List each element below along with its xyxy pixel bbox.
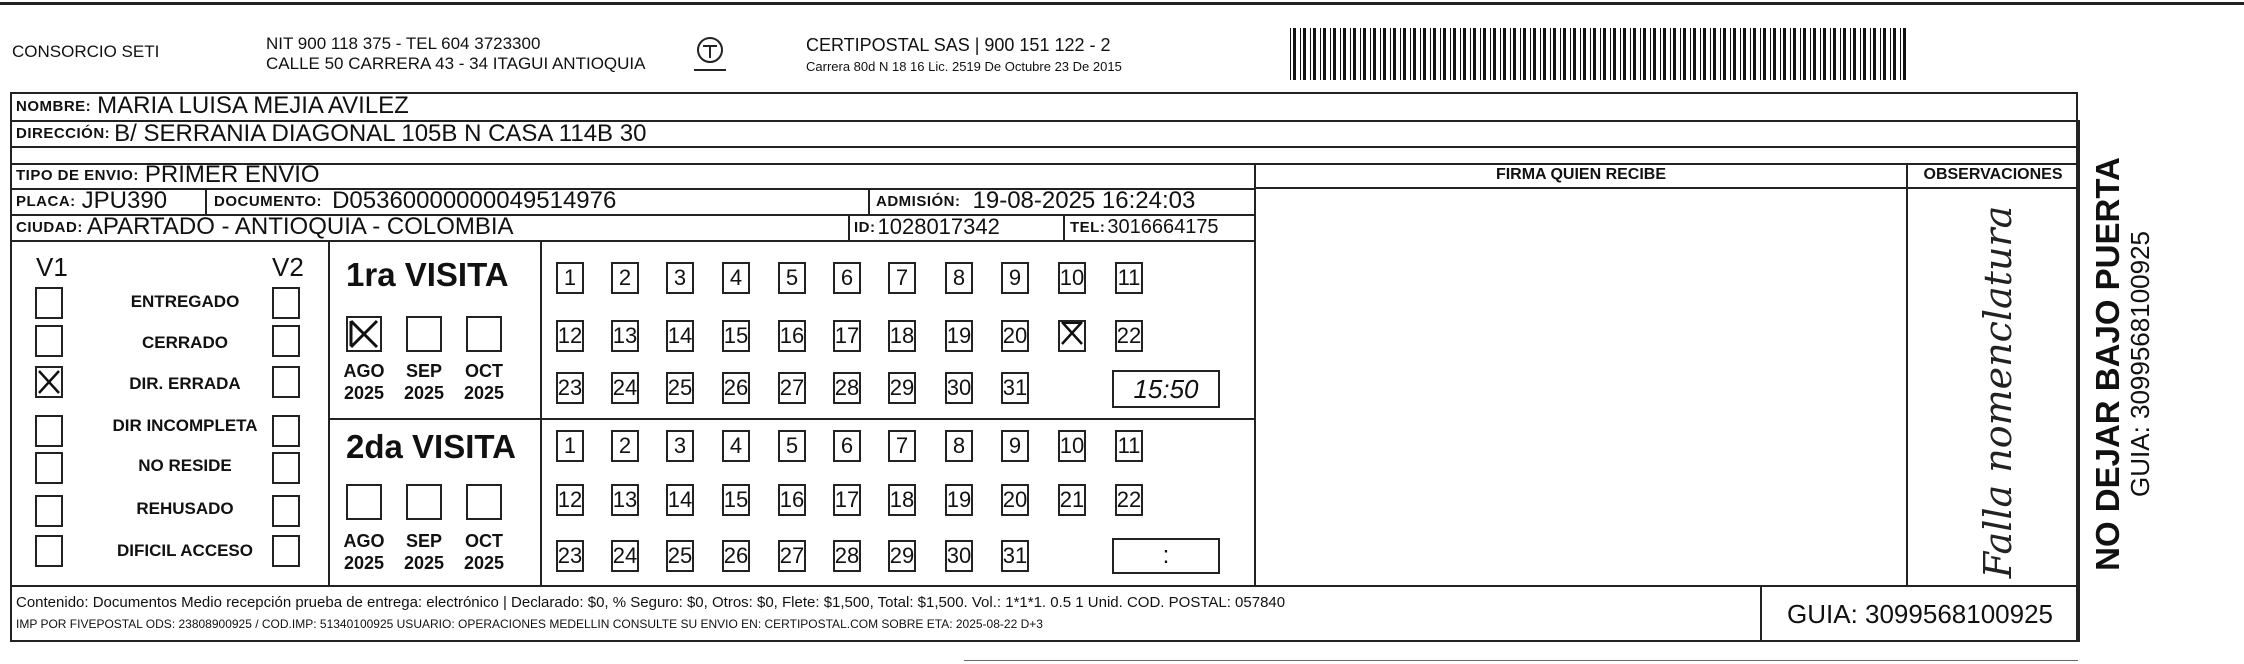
- v2-checkbox-dir-incompleta[interactable]: [272, 415, 300, 447]
- ciudad-value: APARTADO - ANTIOQUIA - COLOMBIA: [86, 213, 514, 240]
- day-cell-15[interactable]: 15: [722, 484, 750, 516]
- day-cell-4[interactable]: 4: [722, 262, 750, 294]
- col-line: [2078, 120, 2080, 642]
- v1-checkbox-dir-incompleta[interactable]: [35, 415, 63, 447]
- day-cell-14[interactable]: 14: [666, 484, 694, 516]
- day-cell-21[interactable]: 21: [1058, 484, 1086, 516]
- visit1-month-oct: [458, 360, 510, 404]
- day-cell-20[interactable]: 20: [1001, 320, 1029, 352]
- company-name: CONSORCIO SETI: [12, 42, 160, 61]
- id-value: 1028017342: [877, 214, 1000, 239]
- visit2-month-checkbox-ago[interactable]: [346, 484, 382, 520]
- day-cell-31[interactable]: 31: [1001, 540, 1029, 572]
- v1-checkbox-dificil-acceso[interactable]: [35, 535, 63, 567]
- month-name: OCT: [465, 531, 503, 551]
- tel-label: TEL:: [1070, 218, 1106, 236]
- day-cell-10[interactable]: 10: [1058, 430, 1086, 462]
- day-cell-13[interactable]: 13: [611, 484, 639, 516]
- certipostal-info: [806, 34, 1122, 78]
- day-cell-28[interactable]: 28: [833, 372, 861, 404]
- day-cell-18[interactable]: 18: [888, 484, 916, 516]
- day-cell-2[interactable]: 2: [611, 262, 639, 294]
- tipo-row: [16, 160, 320, 190]
- footer-guia: GUIA: 3099568100925: [1787, 598, 2053, 629]
- month-name: AGO: [343, 361, 385, 381]
- v2-label: V2: [272, 252, 304, 282]
- day-cell-6[interactable]: 6: [833, 262, 861, 294]
- col-line: [848, 214, 850, 240]
- day-cell-26[interactable]: 26: [722, 540, 750, 572]
- admision-label: ADMISIÓN:: [876, 192, 961, 210]
- col-line: [540, 240, 542, 585]
- day-cell-29[interactable]: 29: [888, 540, 916, 572]
- signature-area[interactable]: [1258, 190, 1904, 583]
- visit1-time-field[interactable]: 15:50: [1112, 370, 1220, 408]
- placa-value: JPU390: [81, 187, 168, 214]
- visit2-time-field[interactable]: :: [1112, 538, 1220, 574]
- observation-note: Falla nomenclatura: [1976, 205, 2020, 579]
- day-cell-16[interactable]: 16: [778, 484, 806, 516]
- documento-cell: [214, 188, 616, 214]
- row-line: [1254, 187, 2078, 189]
- day-cell-15[interactable]: 15: [722, 320, 750, 352]
- side-text-block: [2090, 139, 2154, 582]
- day-cell-13[interactable]: 13: [611, 320, 639, 352]
- visit1-month-checkbox-oct[interactable]: [466, 316, 502, 352]
- x-mark-icon: [1060, 319, 1084, 353]
- day-cell-28[interactable]: 28: [833, 540, 861, 572]
- side-text-area: [2087, 120, 2157, 582]
- day-cell-10[interactable]: 10: [1058, 262, 1086, 294]
- month-year: 2025: [403, 383, 445, 403]
- admision-cell: [876, 188, 1195, 214]
- visit1-month-sep: [398, 360, 450, 404]
- status-label-dificil-acceso: DIFICIL ACCESO: [116, 541, 253, 560]
- day-cell-18[interactable]: 18: [888, 320, 916, 352]
- visit-divider: [328, 418, 1254, 420]
- nombre-row: [16, 93, 409, 119]
- v1-label: V1: [36, 252, 68, 282]
- day-cell-23[interactable]: 23: [556, 372, 584, 404]
- day-cell-2[interactable]: 2: [611, 430, 639, 462]
- day-cell-8[interactable]: 8: [945, 430, 973, 462]
- status-label-rehusado: REHUSADO: [136, 499, 234, 518]
- day-cell-14[interactable]: 14: [666, 320, 694, 352]
- col-line: [1063, 214, 1065, 240]
- visit1-month-checkbox-sep[interactable]: [406, 316, 442, 352]
- ciudad-label: CIUDAD:: [16, 218, 83, 236]
- day-cell-8[interactable]: 8: [945, 262, 973, 294]
- admision-value: 19-08-2025 16:24:03: [972, 187, 1196, 214]
- v1-checkbox-rehusado[interactable]: [35, 495, 63, 527]
- day-cell-12[interactable]: 12: [556, 320, 584, 352]
- day-cell-12[interactable]: 12: [556, 484, 584, 516]
- placa-label: PLACA:: [16, 192, 76, 210]
- day-cell-16[interactable]: 16: [778, 320, 806, 352]
- tel-cell: [1070, 214, 1219, 240]
- day-cell-9[interactable]: 9: [1001, 430, 1029, 462]
- v2-checkbox-cerrado[interactable]: [272, 325, 300, 357]
- day-cell-21[interactable]: [1058, 320, 1086, 352]
- visit2-month-checkbox-sep[interactable]: [406, 484, 442, 520]
- tipo-value: PRIMER ENVIO: [144, 161, 320, 188]
- tipo-label: TIPO DE ENVIO:: [16, 166, 139, 184]
- month-name: OCT: [465, 361, 503, 381]
- month-name: SEP: [405, 361, 443, 381]
- day-cell-25[interactable]: 25: [666, 540, 694, 572]
- direccion-label: DIRECCIÓN:: [16, 125, 111, 142]
- side-guia: GUIA: 3099568100925: [2125, 231, 2155, 497]
- id-cell: [854, 214, 1000, 240]
- month-year: 2025: [343, 553, 385, 573]
- status-label-cerrado: CERRADO: [142, 333, 228, 352]
- status-label-dir-incompleta: DIR INCOMPLETA: [112, 416, 258, 435]
- day-cell-4[interactable]: 4: [722, 430, 750, 462]
- day-cell-17[interactable]: 17: [833, 320, 861, 352]
- day-cell-7[interactable]: 7: [888, 430, 916, 462]
- visit2-month-checkbox-oct[interactable]: [466, 484, 502, 520]
- day-cell-20[interactable]: 20: [1001, 484, 1029, 516]
- day-cell-19[interactable]: 19: [945, 484, 973, 516]
- direccion-row: [16, 121, 646, 146]
- bottom-rule: [964, 660, 2078, 661]
- v1-checkbox-cerrado[interactable]: [35, 325, 63, 357]
- certipostal-logo-icon: [686, 34, 734, 76]
- day-cell-29[interactable]: 29: [888, 372, 916, 404]
- month-name: AGO: [343, 531, 385, 551]
- certipostal-address: Carrera 80d N 18 16 Lic. 2519 De Octubre 23 De 2015: [806, 59, 1122, 74]
- day-cell-6[interactable]: 6: [833, 430, 861, 462]
- v1-checkbox-entregado[interactable]: [35, 287, 63, 319]
- col-line: [868, 188, 870, 214]
- documento-value: D05360000000049514976: [332, 187, 617, 214]
- day-cell-24[interactable]: 24: [611, 372, 639, 404]
- firma-header: FIRMA QUIEN RECIBE: [1495, 166, 1667, 183]
- visit2-title: 2da VISITA: [346, 428, 516, 465]
- day-cell-27[interactable]: 27: [778, 540, 806, 572]
- day-cell-27[interactable]: 27: [778, 372, 806, 404]
- day-cell-23[interactable]: 23: [556, 540, 584, 572]
- day-cell-11[interactable]: 11: [1115, 430, 1143, 462]
- tel-value: 3016664175: [1107, 215, 1219, 238]
- v2-checkbox-no-reside[interactable]: [272, 452, 300, 484]
- nombre-label: NOMBRE:: [16, 97, 92, 115]
- month-year: 2025: [343, 383, 385, 403]
- id-label: ID:: [854, 218, 876, 236]
- side-warning: NO DEJAR BAJO PUERTA: [2089, 157, 2126, 571]
- company-line-1: NIT 900 118 375 - TEL 604 3723300: [266, 34, 541, 53]
- day-cell-25[interactable]: 25: [666, 372, 694, 404]
- footer-imp: IMP POR FIVEPOSTAL ODS: 23808900925 / COD.IMP: 51340100925 USUARIO: OPERACIONES MEDELLIN CONSULTE SU ENVIO EN: CERTIPOSTAL.COM SOBRE ETA: 2025-08-22 D+3: [16, 617, 1043, 631]
- col-line: [328, 240, 330, 585]
- observaciones-header: OBSERVACIONES: [1923, 166, 2063, 183]
- day-cell-1[interactable]: 1: [556, 262, 584, 294]
- day-cell-22[interactable]: 22: [1115, 484, 1143, 516]
- day-cell-9[interactable]: 9: [1001, 262, 1029, 294]
- company-info: [266, 34, 645, 74]
- ciudad-cell: [16, 214, 514, 240]
- visit1-month-checkbox-ago[interactable]: [346, 316, 382, 352]
- day-cell-26[interactable]: 26: [722, 372, 750, 404]
- day-cell-5[interactable]: 5: [778, 262, 806, 294]
- day-cell-3[interactable]: 3: [666, 430, 694, 462]
- certipostal-name: CERTIPOSTAL SAS | 900 151 122 - 2: [806, 35, 1111, 55]
- day-cell-7[interactable]: 7: [888, 262, 916, 294]
- visit1-title: 1ra VISITA: [346, 256, 509, 293]
- x-mark-icon: [37, 368, 61, 396]
- v2-checkbox-rehusado[interactable]: [272, 495, 300, 527]
- day-cell-24[interactable]: 24: [611, 540, 639, 572]
- v2-checkbox-dificil-acceso[interactable]: [272, 535, 300, 567]
- day-cell-31[interactable]: 31: [1001, 372, 1029, 404]
- day-cell-30[interactable]: 30: [945, 540, 973, 572]
- day-cell-1[interactable]: 1: [556, 430, 584, 462]
- month-year: 2025: [463, 553, 505, 573]
- col-line: [1254, 163, 1256, 585]
- status-label-dir-errada: DIR. ERRADA: [129, 374, 241, 393]
- footer-contenido: Contenido: Documentos Medio recepción prueba de entrega: electrónico | Declarado: $0, % Seguro: $0, Otros: $0, Flete: $1,500, Total: $1,500. Vol.: 1*1*1. 0.5 1 Unid. COD. POSTAL: 057840: [16, 594, 1286, 611]
- documento-label: DOCUMENTO:: [214, 192, 323, 210]
- x-mark-icon: [348, 318, 380, 350]
- v2-checkbox-entregado[interactable]: [272, 287, 300, 319]
- status-label-no-reside: NO RESIDE: [138, 456, 232, 475]
- company-line-2: CALLE 50 CARRERA 43 - 34 ITAGUI ANTIOQUIA: [266, 54, 646, 73]
- col-line: [205, 188, 207, 214]
- day-cell-5[interactable]: 5: [778, 430, 806, 462]
- direccion-value: B/ SERRANIA DIAGONAL 105B N CASA 114B 30: [114, 119, 647, 147]
- top-rule: [0, 2, 2244, 5]
- day-cell-30[interactable]: 30: [945, 372, 973, 404]
- day-cell-22[interactable]: 22: [1115, 320, 1143, 352]
- visit1-month-ago: [338, 360, 390, 404]
- visit2-month-ago: [338, 530, 390, 574]
- barcode: [1290, 28, 1915, 80]
- observaciones-area[interactable]: [1908, 190, 2078, 583]
- day-cell-17[interactable]: 17: [833, 484, 861, 516]
- day-cell-19[interactable]: 19: [945, 320, 973, 352]
- month-year: 2025: [403, 553, 445, 573]
- visit2-month-oct: [458, 530, 510, 574]
- placa-cell: [16, 188, 167, 214]
- v2-checkbox-dir-errada[interactable]: [272, 366, 300, 398]
- v1-checkbox-no-reside[interactable]: [35, 452, 63, 484]
- footer-line: [10, 585, 2078, 587]
- status-label-entregado: ENTREGADO: [130, 292, 240, 311]
- day-cell-11[interactable]: 11: [1115, 262, 1143, 294]
- v1-checkbox-dir-errada[interactable]: [35, 366, 63, 398]
- visit2-month-sep: [398, 530, 450, 574]
- month-year: 2025: [463, 383, 505, 403]
- day-cell-3[interactable]: 3: [666, 262, 694, 294]
- nombre-value: MARIA LUISA MEJIA AVILEZ: [97, 92, 409, 119]
- month-name: SEP: [405, 531, 443, 551]
